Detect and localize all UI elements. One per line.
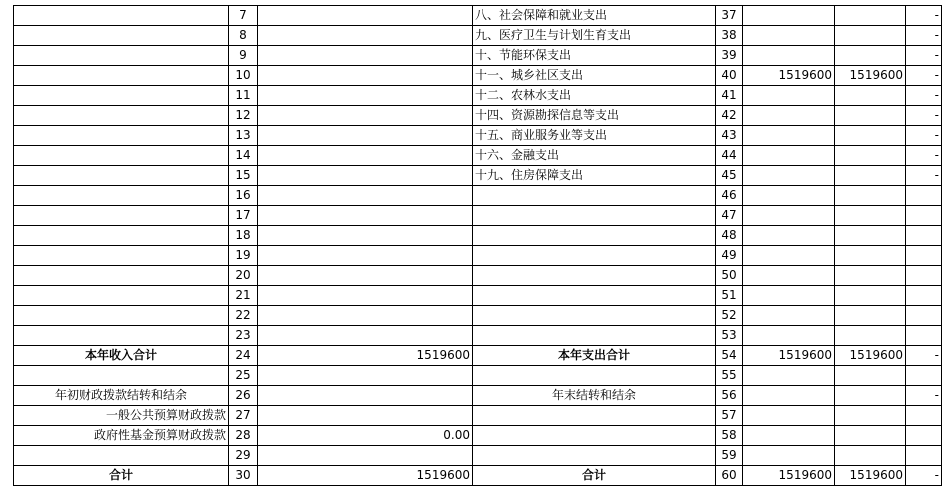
income-item-cell[interactable]: 年初财政拨款结转和结余 (14, 386, 229, 406)
income-amount-cell[interactable] (258, 266, 473, 286)
expense-project-cell[interactable] (906, 446, 942, 466)
expense-line-number-cell[interactable]: 56 (716, 386, 743, 406)
income-item-cell[interactable]: 政府性基金预算财政拨款 (14, 426, 229, 446)
income-item-cell[interactable] (14, 86, 229, 106)
expense-total-cell[interactable] (743, 146, 835, 166)
table-row (14, 186, 942, 206)
expense-total-cell[interactable] (743, 106, 835, 126)
table-row (14, 166, 942, 186)
expense-total-cell[interactable] (743, 226, 835, 246)
expense-item-cell[interactable] (473, 266, 716, 286)
expense-project-cell[interactable]: - (906, 466, 942, 486)
expense-basic-cell[interactable] (835, 306, 906, 326)
expense-project-cell[interactable] (906, 186, 942, 206)
expense-basic-cell[interactable]: 1519600 (835, 66, 906, 86)
income-amount-cell[interactable] (258, 206, 473, 226)
income-item-cell[interactable] (14, 186, 229, 206)
income-amount-cell[interactable] (258, 106, 473, 126)
income-amount-cell[interactable] (258, 306, 473, 326)
expense-project-cell[interactable] (906, 306, 942, 326)
table-row (14, 386, 942, 406)
table-row (14, 286, 942, 306)
income-amount-cell[interactable] (258, 66, 473, 86)
income-item-cell[interactable] (14, 126, 229, 146)
expense-project-cell[interactable] (906, 266, 942, 286)
expense-total-cell[interactable] (743, 266, 835, 286)
expense-basic-cell[interactable] (835, 366, 906, 386)
expense-line-number-cell[interactable]: 52 (716, 306, 743, 326)
income-amount-cell[interactable]: 1519600 (258, 466, 473, 486)
income-line-number-cell[interactable]: 13 (229, 126, 258, 146)
income-amount-cell[interactable]: 1519600 (258, 346, 473, 366)
expense-item-cell[interactable] (473, 366, 716, 386)
expense-basic-cell[interactable] (835, 126, 906, 146)
expense-project-cell[interactable]: - (906, 66, 942, 86)
income-item-cell[interactable] (14, 26, 229, 46)
income-line-number-cell[interactable]: 26 (229, 386, 258, 406)
expense-line-number-cell[interactable]: 45 (716, 166, 743, 186)
table-row (14, 406, 942, 426)
income-item-cell[interactable] (14, 266, 229, 286)
income-item-cell[interactable] (14, 6, 229, 26)
table-row (14, 206, 942, 226)
expense-line-number-cell[interactable]: 58 (716, 426, 743, 446)
expense-item-cell[interactable] (473, 206, 716, 226)
expense-total-cell[interactable] (743, 206, 835, 226)
table-row (14, 66, 942, 86)
expense-project-cell[interactable]: - (906, 46, 942, 66)
expense-basic-cell[interactable]: 1519600 (835, 346, 906, 366)
table-body (14, 6, 942, 486)
income-item-cell[interactable] (14, 286, 229, 306)
income-item-cell[interactable] (14, 326, 229, 346)
income-line-number-cell[interactable]: 8 (229, 26, 258, 46)
income-amount-cell[interactable] (258, 86, 473, 106)
income-line-number-cell[interactable]: 30 (229, 466, 258, 486)
income-item-cell[interactable] (14, 206, 229, 226)
income-amount-cell[interactable] (258, 126, 473, 146)
table-row (14, 466, 942, 486)
income-item-cell[interactable]: 本年收入合计 (14, 346, 229, 366)
expense-total-cell[interactable] (743, 306, 835, 326)
table-row (14, 426, 942, 446)
expense-total-cell[interactable] (743, 406, 835, 426)
expense-item-cell[interactable] (473, 286, 716, 306)
table-row (14, 326, 942, 346)
expense-project-cell[interactable]: - (906, 166, 942, 186)
expense-basic-cell[interactable] (835, 286, 906, 306)
income-item-cell[interactable] (14, 446, 229, 466)
expense-project-cell[interactable] (906, 326, 942, 346)
income-line-number-cell[interactable]: 17 (229, 206, 258, 226)
income-line-number-cell[interactable]: 20 (229, 266, 258, 286)
income-amount-cell[interactable] (258, 6, 473, 26)
income-amount-cell[interactable] (258, 166, 473, 186)
income-amount-cell[interactable] (258, 286, 473, 306)
budget-table (13, 5, 942, 486)
expense-basic-cell[interactable] (835, 26, 906, 46)
expense-basic-cell[interactable] (835, 86, 906, 106)
expense-item-cell[interactable] (473, 306, 716, 326)
expense-basic-cell[interactable] (835, 106, 906, 126)
income-item-cell[interactable] (14, 366, 229, 386)
expense-basic-cell[interactable] (835, 6, 906, 26)
expense-total-cell[interactable] (743, 446, 835, 466)
expense-basic-cell[interactable] (835, 446, 906, 466)
expense-item-cell[interactable]: 合计 (473, 466, 716, 486)
expense-item-cell[interactable] (473, 326, 716, 346)
table-row (14, 146, 942, 166)
expense-total-cell[interactable] (743, 426, 835, 446)
expense-project-cell[interactable]: - (906, 26, 942, 46)
expense-item-cell[interactable]: 十五、商业服务业等支出 (473, 126, 716, 146)
expense-line-number-cell[interactable]: 51 (716, 286, 743, 306)
expense-project-cell[interactable] (906, 246, 942, 266)
expense-project-cell[interactable] (906, 426, 942, 446)
income-line-number-cell[interactable]: 19 (229, 246, 258, 266)
income-item-cell[interactable] (14, 66, 229, 86)
expense-total-cell[interactable] (743, 326, 835, 346)
expense-basic-cell[interactable] (835, 326, 906, 346)
expense-project-cell[interactable]: - (906, 6, 942, 26)
expense-total-cell[interactable]: 1519600 (743, 66, 835, 86)
income-amount-cell[interactable] (258, 406, 473, 426)
income-line-number-cell[interactable]: 24 (229, 346, 258, 366)
expense-line-number-cell[interactable]: 54 (716, 346, 743, 366)
expense-line-number-cell[interactable]: 49 (716, 246, 743, 266)
income-line-number-cell[interactable]: 16 (229, 186, 258, 206)
income-line-number-cell[interactable]: 9 (229, 46, 258, 66)
expense-item-cell[interactable]: 年末结转和结余 (473, 386, 716, 406)
expense-project-cell[interactable] (906, 286, 942, 306)
expense-project-cell[interactable] (906, 406, 942, 426)
expense-line-number-cell[interactable]: 43 (716, 126, 743, 146)
expense-line-number-cell[interactable]: 47 (716, 206, 743, 226)
expense-project-cell[interactable]: - (906, 86, 942, 106)
expense-line-number-cell[interactable]: 50 (716, 266, 743, 286)
income-line-number-cell[interactable]: 29 (229, 446, 258, 466)
expense-line-number-cell[interactable]: 59 (716, 446, 743, 466)
income-line-number-cell[interactable]: 22 (229, 306, 258, 326)
expense-line-number-cell[interactable]: 53 (716, 326, 743, 346)
expense-item-cell[interactable] (473, 246, 716, 266)
income-amount-cell[interactable] (258, 366, 473, 386)
expense-item-cell[interactable] (473, 186, 716, 206)
table-row (14, 346, 942, 366)
income-line-number-cell[interactable]: 21 (229, 286, 258, 306)
table-row (14, 226, 942, 246)
income-item-cell[interactable] (14, 246, 229, 266)
expense-line-number-cell[interactable]: 37 (716, 6, 743, 26)
expense-basic-cell[interactable] (835, 206, 906, 226)
expense-item-cell[interactable]: 十、节能环保支出 (473, 46, 716, 66)
expense-item-cell[interactable]: 十四、资源勘探信息等支出 (473, 106, 716, 126)
expense-line-number-cell[interactable]: 44 (716, 146, 743, 166)
income-line-number-cell[interactable]: 7 (229, 6, 258, 26)
income-line-number-cell[interactable]: 18 (229, 226, 258, 246)
expense-basic-cell[interactable] (835, 226, 906, 246)
income-line-number-cell[interactable]: 28 (229, 426, 258, 446)
expense-project-cell[interactable]: - (906, 346, 942, 366)
expense-total-cell[interactable] (743, 386, 835, 406)
expense-project-cell[interactable] (906, 206, 942, 226)
table-row (14, 86, 942, 106)
expense-item-cell[interactable]: 本年支出合计 (473, 346, 716, 366)
income-item-cell[interactable] (14, 146, 229, 166)
expense-basic-cell[interactable] (835, 246, 906, 266)
expense-item-cell[interactable] (473, 446, 716, 466)
table-row (14, 26, 942, 46)
expense-basic-cell[interactable]: 1519600 (835, 466, 906, 486)
income-line-number-cell[interactable]: 25 (229, 366, 258, 386)
expense-total-cell[interactable] (743, 366, 835, 386)
expense-line-number-cell[interactable]: 57 (716, 406, 743, 426)
expense-item-cell[interactable]: 十九、住房保障支出 (473, 166, 716, 186)
expense-project-cell[interactable] (906, 366, 942, 386)
income-amount-cell[interactable] (258, 386, 473, 406)
income-amount-cell[interactable] (258, 446, 473, 466)
expense-total-cell[interactable] (743, 126, 835, 146)
income-item-cell[interactable] (14, 226, 229, 246)
income-amount-cell[interactable] (258, 46, 473, 66)
expense-total-cell[interactable] (743, 246, 835, 266)
income-item-cell[interactable]: 一般公共预算财政拨款 (14, 406, 229, 426)
table-row (14, 266, 942, 286)
expense-item-cell[interactable] (473, 406, 716, 426)
income-line-number-cell[interactable]: 14 (229, 146, 258, 166)
expense-item-cell[interactable]: 八、社会保障和就业支出 (473, 6, 716, 26)
expense-item-cell[interactable]: 十一、城乡社区支出 (473, 66, 716, 86)
table-row (14, 126, 942, 146)
expense-project-cell[interactable]: - (906, 126, 942, 146)
income-item-cell[interactable]: 合计 (14, 466, 229, 486)
expense-project-cell[interactable]: - (906, 146, 942, 166)
expense-line-number-cell[interactable]: 41 (716, 86, 743, 106)
expense-line-number-cell[interactable]: 38 (716, 26, 743, 46)
income-item-cell[interactable] (14, 306, 229, 326)
expense-basic-cell[interactable] (835, 146, 906, 166)
income-line-number-cell[interactable]: 15 (229, 166, 258, 186)
income-item-cell[interactable] (14, 46, 229, 66)
expense-basic-cell[interactable] (835, 46, 906, 66)
expense-total-cell[interactable]: 1519600 (743, 346, 835, 366)
expense-total-cell[interactable] (743, 86, 835, 106)
expense-line-number-cell[interactable]: 39 (716, 46, 743, 66)
expense-total-cell[interactable] (743, 46, 835, 66)
expense-line-number-cell[interactable]: 46 (716, 186, 743, 206)
income-amount-cell[interactable] (258, 326, 473, 346)
income-line-number-cell[interactable]: 10 (229, 66, 258, 86)
expense-total-cell[interactable] (743, 286, 835, 306)
expense-item-cell[interactable]: 九、医疗卫生与计划生育支出 (473, 26, 716, 46)
expense-project-cell[interactable]: - (906, 386, 942, 406)
expense-project-cell[interactable]: - (906, 106, 942, 126)
table-row (14, 6, 942, 26)
table-row (14, 246, 942, 266)
expense-line-number-cell[interactable]: 55 (716, 366, 743, 386)
income-amount-cell[interactable] (258, 186, 473, 206)
table-row (14, 366, 942, 386)
income-amount-cell[interactable] (258, 246, 473, 266)
expense-item-cell[interactable] (473, 426, 716, 446)
expense-total-cell[interactable]: 1519600 (743, 466, 835, 486)
income-line-number-cell[interactable]: 23 (229, 326, 258, 346)
expense-basic-cell[interactable] (835, 426, 906, 446)
table-row (14, 446, 942, 466)
expense-basic-cell[interactable] (835, 386, 906, 406)
expense-total-cell[interactable] (743, 6, 835, 26)
income-line-number-cell[interactable]: 27 (229, 406, 258, 426)
expense-basic-cell[interactable] (835, 266, 906, 286)
expense-item-cell[interactable]: 十六、金融支出 (473, 146, 716, 166)
expense-basic-cell[interactable] (835, 166, 906, 186)
income-item-cell[interactable] (14, 166, 229, 186)
income-line-number-cell[interactable]: 12 (229, 106, 258, 126)
expense-total-cell[interactable] (743, 26, 835, 46)
income-amount-cell[interactable] (258, 26, 473, 46)
income-amount-cell[interactable] (258, 146, 473, 166)
expense-basic-cell[interactable] (835, 186, 906, 206)
expense-project-cell[interactable] (906, 226, 942, 246)
expense-line-number-cell[interactable]: 40 (716, 66, 743, 86)
income-line-number-cell[interactable]: 11 (229, 86, 258, 106)
expense-item-cell[interactable] (473, 226, 716, 246)
table-row (14, 106, 942, 126)
expense-total-cell[interactable] (743, 186, 835, 206)
income-item-cell[interactable] (14, 106, 229, 126)
table-row (14, 46, 942, 66)
expense-line-number-cell[interactable]: 60 (716, 466, 743, 486)
expense-item-cell[interactable]: 十二、农林水支出 (473, 86, 716, 106)
income-amount-cell[interactable]: 0.00 (258, 426, 473, 446)
expense-line-number-cell[interactable]: 48 (716, 226, 743, 246)
income-amount-cell[interactable] (258, 226, 473, 246)
expense-total-cell[interactable] (743, 166, 835, 186)
expense-basic-cell[interactable] (835, 406, 906, 426)
expense-line-number-cell[interactable]: 42 (716, 106, 743, 126)
table-row (14, 306, 942, 326)
